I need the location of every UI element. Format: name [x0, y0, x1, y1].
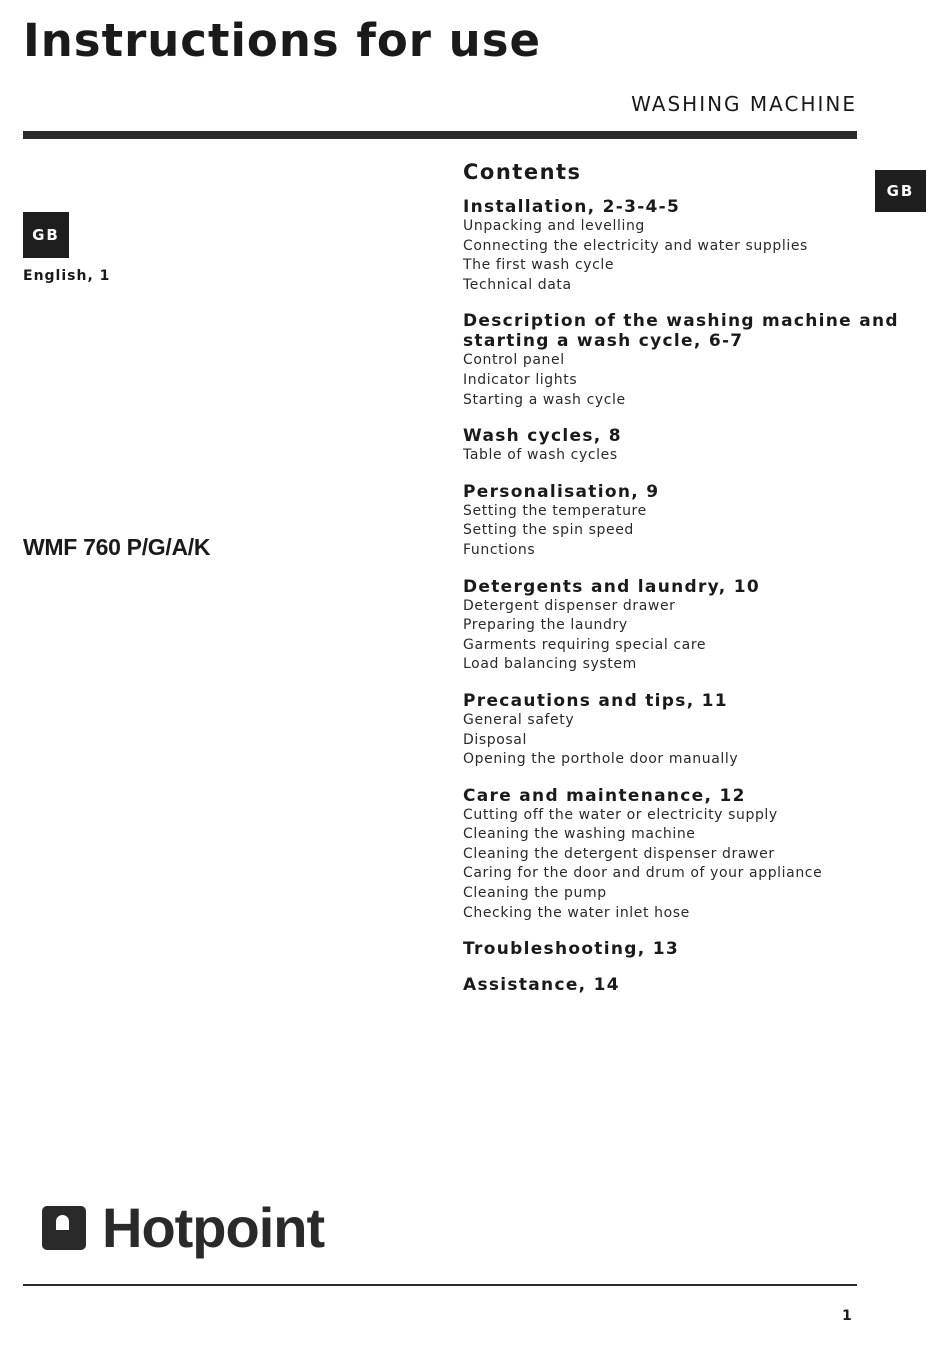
toc-section [463, 691, 903, 770]
language-page-link[interactable]: English, 1 [23, 268, 111, 284]
contents-heading: Contents [463, 160, 582, 184]
toc-item[interactable]: Setting the temperature [463, 502, 647, 519]
document-subtitle: WASHING MACHINE [631, 92, 857, 116]
toc-item-list [463, 217, 903, 295]
toc-item[interactable]: Disposal [463, 731, 527, 748]
toc-item[interactable]: Cleaning the detergent dispenser drawer [463, 845, 775, 862]
hotpoint-logo [42, 1198, 324, 1258]
toc-section [463, 786, 903, 924]
toc-item[interactable]: Checking the water inlet hose [463, 904, 690, 921]
toc-sections [463, 197, 903, 995]
header-divider [23, 131, 857, 139]
model-number: WMF 760 P/G/A/K [23, 534, 211, 560]
language-badge: GB [23, 212, 69, 258]
hotpoint-logo-icon [42, 1206, 86, 1250]
toc-item[interactable]: Starting a wash cycle [463, 391, 626, 408]
toc-item[interactable]: Cutting off the water or electricity supply [463, 806, 778, 823]
toc-section-title[interactable]: Installation, 2-3-4-5 [463, 197, 681, 217]
toc-item[interactable]: Load balancing system [463, 656, 637, 673]
toc-item[interactable]: Setting the spin speed [463, 522, 634, 539]
toc-item-list [463, 711, 903, 770]
toc-item[interactable]: Opening the porthole door manually [463, 751, 739, 768]
toc-section-title[interactable]: Personalisation, 9 [463, 481, 660, 502]
toc-item[interactable]: Detergent dispenser drawer [463, 597, 676, 614]
toc-item-list [463, 502, 903, 561]
toc-item[interactable]: Cleaning the pump [463, 885, 607, 902]
toc-section-title[interactable]: Troubleshooting, 13 [463, 939, 679, 960]
toc-item[interactable]: Indicator lights [463, 371, 578, 388]
toc-item[interactable]: Unpacking and levelling [463, 218, 645, 234]
toc-section-title[interactable]: Assistance, 14 [463, 975, 620, 996]
toc-section-title[interactable]: Precautions and tips, 11 [463, 690, 728, 711]
toc-item[interactable]: Table of wash cycles [463, 447, 618, 464]
toc-section [463, 197, 903, 295]
toc-item[interactable]: Cleaning the washing machine [463, 826, 696, 843]
toc-item-list [463, 597, 903, 675]
toc-item[interactable]: General safety [463, 711, 575, 728]
page-number: 1 [842, 1308, 852, 1324]
toc-item[interactable]: Functions [463, 541, 536, 558]
toc-item[interactable]: Connecting the electricity and water supplies [463, 237, 808, 254]
toc-section-title[interactable]: Description of the washing machine and starting a wash cycle, 6-7 [463, 311, 899, 352]
toc-item[interactable]: Garments requiring special care [463, 636, 707, 653]
toc-item[interactable]: The first wash cycle [463, 257, 615, 274]
toc-section [463, 975, 903, 995]
toc-section [463, 426, 903, 466]
brand-wordmark: Hotpoint [102, 1196, 325, 1259]
toc-item[interactable]: Caring for the door and drum of your appliance [463, 865, 823, 882]
toc-section-title[interactable]: Wash cycles, 8 [463, 426, 622, 447]
toc-item[interactable]: Technical data [463, 276, 572, 293]
toc-item-list [463, 351, 903, 410]
toc-item[interactable]: Control panel [463, 352, 565, 369]
toc-section [463, 482, 903, 561]
toc-section [463, 939, 903, 959]
toc-item-list [463, 446, 903, 466]
toc-section [463, 577, 903, 675]
toc-section [463, 311, 903, 410]
toc-section-title[interactable]: Care and maintenance, 12 [463, 785, 746, 806]
toc-item[interactable]: Preparing the laundry [463, 617, 628, 634]
footer-divider [23, 1284, 857, 1286]
language-side-tab: GB [875, 170, 926, 212]
document-title: Instructions for use [23, 14, 542, 67]
table-of-contents [463, 160, 903, 1011]
toc-section-title[interactable]: Detergents and laundry, 10 [463, 576, 760, 597]
toc-item-list [463, 806, 903, 924]
